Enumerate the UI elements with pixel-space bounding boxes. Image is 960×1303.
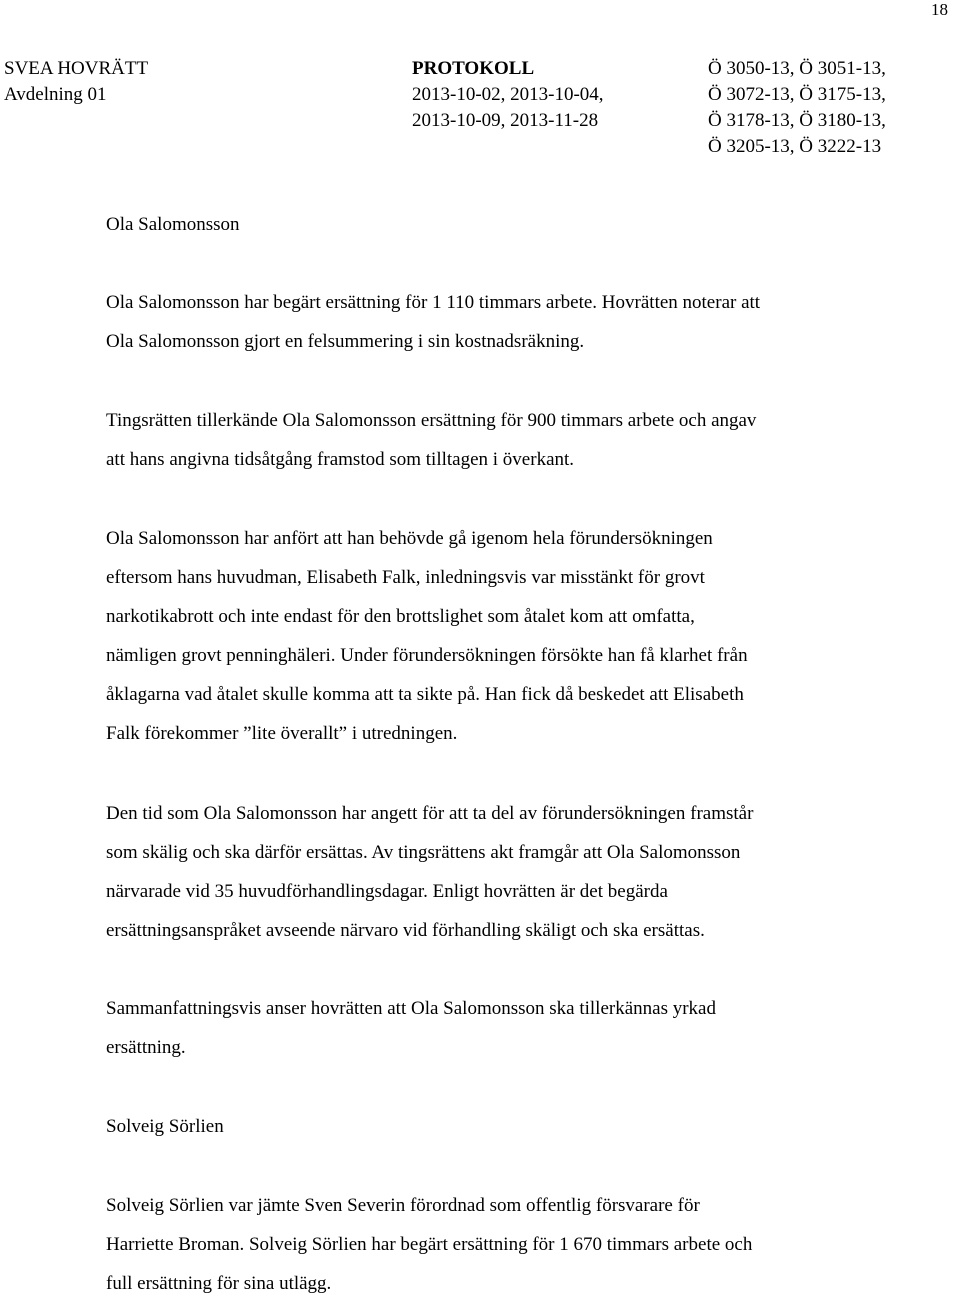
paragraph-line: Falk förekommer ”lite överallt” i utredningen. [106,723,458,744]
protocol-dates-line: 2013-10-09, 2013-11-28 [412,110,599,131]
paragraph-line: narkotikabrott och inte endast för den brottslighet som åtalet kom att omfatta, [106,606,695,627]
court-division: Avdelning 01 [4,84,107,105]
case-numbers-block [708,56,886,160]
section-heading: Ola Salomonsson [106,214,240,235]
paragraph-2 [106,401,906,479]
paragraph-line: eftersom hans huvudman, Elisabeth Falk, inledningsvis var misstänkt för grovt [106,567,705,588]
case-numbers-line: Ö 3072-13, Ö 3175-13, [708,84,886,105]
paragraph-3 [106,519,906,753]
section-heading: Solveig Sörlien [106,1116,224,1137]
paragraph-1 [106,283,906,361]
paragraph-line: som skälig och ska därför ersättas. Av tingsrättens akt framgår att Ola Salomonsson [106,842,741,863]
paragraph-line: nämligen grovt penninghäleri. Under förundersökningen försökte han få klarhet från [106,645,748,666]
paragraph-line: Sammanfattningsvis anser hovrätten att Ola Salomonsson ska tillerkännas yrkad [106,998,716,1019]
page-number: 18 [931,0,948,19]
paragraph-line: full ersättning för sina utlägg. [106,1273,332,1294]
paragraph-line: närvarade vid 35 huvudförhandlingsdagar. Enligt hovrätten är det begärda [106,881,668,902]
protocol-dates-line: 2013-10-02, 2013-10-04, [412,84,604,105]
case-numbers-line: Ö 3205-13, Ö 3222-13 [708,136,882,157]
paragraph-line: Ola Salomonsson har begärt ersättning för 1 110 timmars arbete. Hovrätten noterar att [106,292,761,313]
protocol-title: PROTOKOLL [412,58,535,79]
case-numbers-line: Ö 3178-13, Ö 3180-13, [708,110,886,131]
section-heading-ola [106,205,906,244]
paragraph-line: att hans angivna tidsåtgång framstod som tilltagen i överkant. [106,449,575,470]
court-block [4,56,148,108]
paragraph-4 [106,794,906,950]
paragraph-line: Solveig Sörlien var jämte Sven Severin förordnad som offentlig försvarare för [106,1195,700,1216]
paragraph-line: Ola Salomonsson gjort en felsummering i sin kostnadsräkning. [106,331,585,352]
paragraph-6 [106,1186,906,1303]
paragraph-5 [106,989,906,1067]
court-name: SVEA HOVRÄTT [4,58,149,79]
protocol-block [412,56,604,134]
section-heading-solveig [106,1107,906,1146]
paragraph-line: Ola Salomonsson har anfört att han behövde gå igenom hela förundersökningen [106,528,713,549]
paragraph-line: ersättning. [106,1037,186,1058]
paragraph-line: Tingsrätten tillerkände Ola Salomonsson ersättning för 900 timmars arbete och angav [106,410,757,431]
case-numbers-line: Ö 3050-13, Ö 3051-13, [708,58,886,79]
paragraph-line: Harriette Broman. Solveig Sörlien har begärt ersättning för 1 670 timmars arbete och [106,1234,753,1255]
paragraph-line: Den tid som Ola Salomonsson har angett för att ta del av förundersökningen framstår [106,803,754,824]
paragraph-line: åklagarna vad åtalet skulle komma att ta sikte på. Han fick då beskedet att Elisabeth [106,684,744,705]
paragraph-line: ersättningsanspråket avseende närvaro vid förhandling skäligt och ska ersättas. [106,920,705,941]
